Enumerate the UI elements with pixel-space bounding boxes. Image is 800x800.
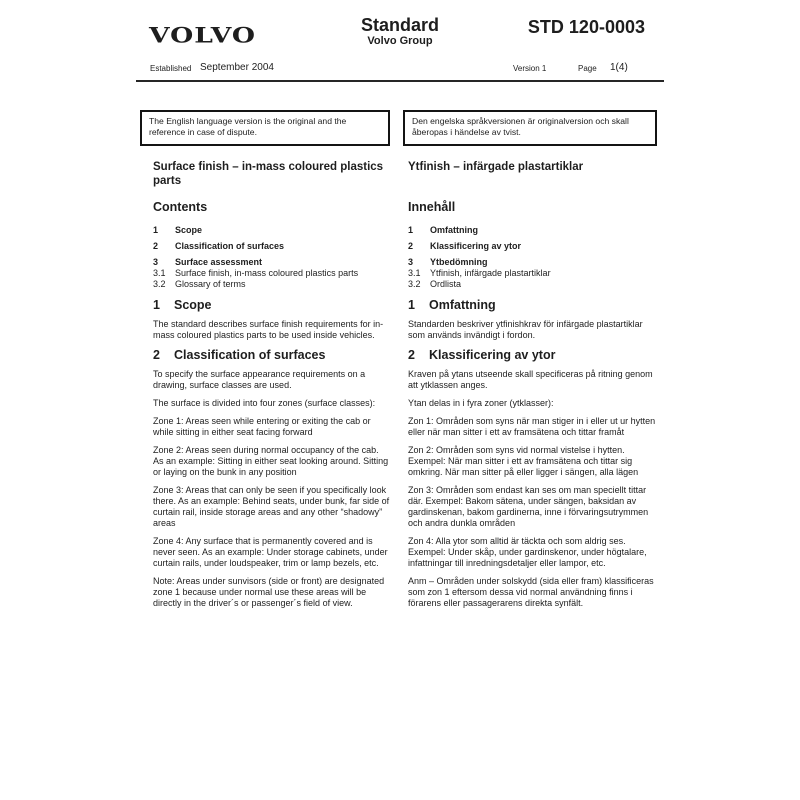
scope-paragraph-sv: Standarden beskriver ytfinishkrav för infärgade plastartiklar som används invändigt i fordon. [408, 319, 643, 340]
toc-number: 3 [153, 257, 159, 267]
zone-2-paragraph [0, 445, 800, 478]
toc-number: 1 [153, 225, 159, 235]
paragraph-sv: Zon 4: Alla ytor som alltid är täckta och som aldrig ses. Exempel: Under skåp, under gardinskenor, under högtalare, infattningar till inredningsdetaljer eller lampor, etc. [408, 536, 647, 568]
document-number: STD 120-0003 [527, 17, 645, 37]
section-2-heading-en: 2 Classification of surfaces [153, 348, 326, 362]
paragraph-sv: Zon 3: Områden som endast kan ses om man speciellt tittar där. Exempel: Bakom sätena, under sängen, baksidan av gardinskenan, bakom gardinerna, inne i förvaringsutrymmen och andra dunkla områden [408, 485, 649, 528]
contents-heading-en: Contents [153, 200, 208, 214]
document-title-row [0, 161, 800, 188]
paragraph-en: Zone 3: Areas that can only be seen if you specifically look there. As an example: Behind seats, under bunk, far side of curtain rail, inside storage areas and any other “shadowy” areas [153, 485, 390, 528]
section-1-heading-sv: 1 Omfattning [408, 298, 496, 312]
toc-label-en: Surface assessment [175, 257, 263, 267]
section-2-heading-row [0, 348, 800, 363]
toc-item-3-1 [0, 268, 800, 279]
paragraph-en: The surface is divided into four zones (surface classes): [153, 398, 376, 408]
volvo-logo: VOLVO [149, 23, 257, 49]
scope-paragraph [0, 319, 800, 341]
section-number: 2 [408, 348, 415, 362]
toc-number: 3.1 [408, 268, 421, 278]
section-number: 2 [153, 348, 160, 362]
section-number: 1 [408, 298, 415, 312]
dispute-notice-sv: Den engelska språkversionen är originalversion och skall åberopas i händelse av tvist. [403, 110, 657, 146]
toc-number: 3.2 [408, 279, 421, 289]
paragraph-en: Zone 1: Areas seen while entering or exiting the cab or while sitting in either seat facing forward [153, 416, 371, 437]
toc-label-sv: Omfattning [430, 225, 478, 235]
document-title-sv: Ytfinish – infärgade plastartiklar [408, 161, 584, 173]
paragraph-sv: Zon 1: Områden som syns när man stiger in i eller ut ur hytten eller när man sitter i ett av framsätena och tittar framåt [408, 416, 656, 437]
paragraph-en: Zone 2: Areas seen during normal occupancy of the cab. As an example: Sitting in either seat looking around. Sitting or laying on the bunk in any position [153, 445, 389, 477]
toc-item-2 [0, 241, 800, 252]
established-label: Established [150, 64, 192, 73]
section-1-heading-row [0, 298, 800, 313]
toc-item-3-2 [0, 279, 800, 290]
paragraph-sv: Ytan delas in i fyra zoner (ytklasser): [408, 398, 554, 408]
page-number: 1(4) [610, 62, 628, 73]
document-body [0, 161, 800, 616]
toc-number: 3.2 [153, 279, 166, 289]
toc-label-en: Glossary of terms [175, 279, 246, 289]
zone-1-paragraph [0, 416, 800, 438]
zone-4-paragraph [0, 536, 800, 569]
section-2-heading-sv: 2 Klassificering av ytor [408, 348, 556, 362]
scope-paragraph-en: The standard describes surface finish requirements for in-mass coloured plastics parts to be used inside vehicles. [153, 319, 384, 340]
page-label: Page [578, 64, 597, 73]
paragraph-sv: Zon 2: Områden som syns vid normal vistelse i hytten. Exempel: När man sitter i ett av framsätena och tittar sig omkring. När man sitter på eller ligger i sängen, alla lägen [408, 445, 639, 477]
established-date: September 2004 [200, 62, 274, 73]
toc-number: 3 [408, 257, 414, 267]
four-zones-paragraph [0, 398, 800, 409]
volvo-group-subtitle: Volvo Group [367, 35, 433, 47]
dispute-notice-row [140, 110, 657, 146]
toc-number: 3.1 [153, 268, 166, 278]
toc-label-en: Classification of surfaces [175, 241, 285, 251]
toc-number: 1 [408, 225, 414, 235]
toc-label-en: Surface finish, in-mass coloured plastics parts [175, 268, 359, 278]
document-title-en: Surface finish – in-mass coloured plastics parts [153, 161, 384, 187]
section-number: 1 [153, 298, 160, 312]
toc-number: 2 [153, 241, 159, 251]
paragraph-sv: Anm – Områden under solskydd (sida eller fram) klassificeras som zon 1 eftersom dessa vid normal användning finns i förarens eller passagerarens direkta synfält. [408, 576, 654, 608]
toc-item-1 [0, 225, 800, 236]
toc-item-3 [0, 257, 800, 268]
version-label: Version 1 [513, 64, 547, 73]
section-1-heading-en: 1 Scope [153, 298, 212, 312]
dispute-notice-en: The English language version is the original and the reference in case of dispute. [140, 110, 390, 146]
paragraph-en: To specify the surface appearance requirements on a drawing, surface classes are used. [153, 369, 366, 390]
zone-3-paragraph [0, 485, 800, 529]
paragraph-sv: Kraven på ytans utseende skall specificeras på ritning genom att ytklassen anges. [408, 369, 653, 390]
toc-label-sv: Ordlista [430, 279, 462, 289]
toc-label-en: Scope [175, 225, 203, 235]
paragraph-en: Note: Areas under sunvisors (side or front) are designated zone 1 because under normal use these areas will be directly in the driver´s or passenger´s field of view. [153, 576, 385, 608]
classification-intro-paragraph [0, 369, 800, 391]
toc-label-sv: Ytfinish, infärgade plastartiklar [430, 268, 551, 278]
contents-heading-sv: Innehåll [408, 200, 456, 214]
document-header [136, 0, 664, 82]
paragraph-en: Zone 4: Any surface that is permanently covered and is never seen. As an example: Under storage cabinets, under curtain rails, under loudspeaker, trim or lamp bezels, etc. [153, 536, 388, 568]
standard-title: Standard [360, 15, 439, 35]
toc-label-sv: Klassificering av ytor [430, 241, 522, 251]
contents-heading-row [0, 200, 800, 215]
toc-number: 2 [408, 241, 414, 251]
note-paragraph [0, 576, 800, 609]
toc-label-sv: Ytbedömning [430, 257, 488, 267]
